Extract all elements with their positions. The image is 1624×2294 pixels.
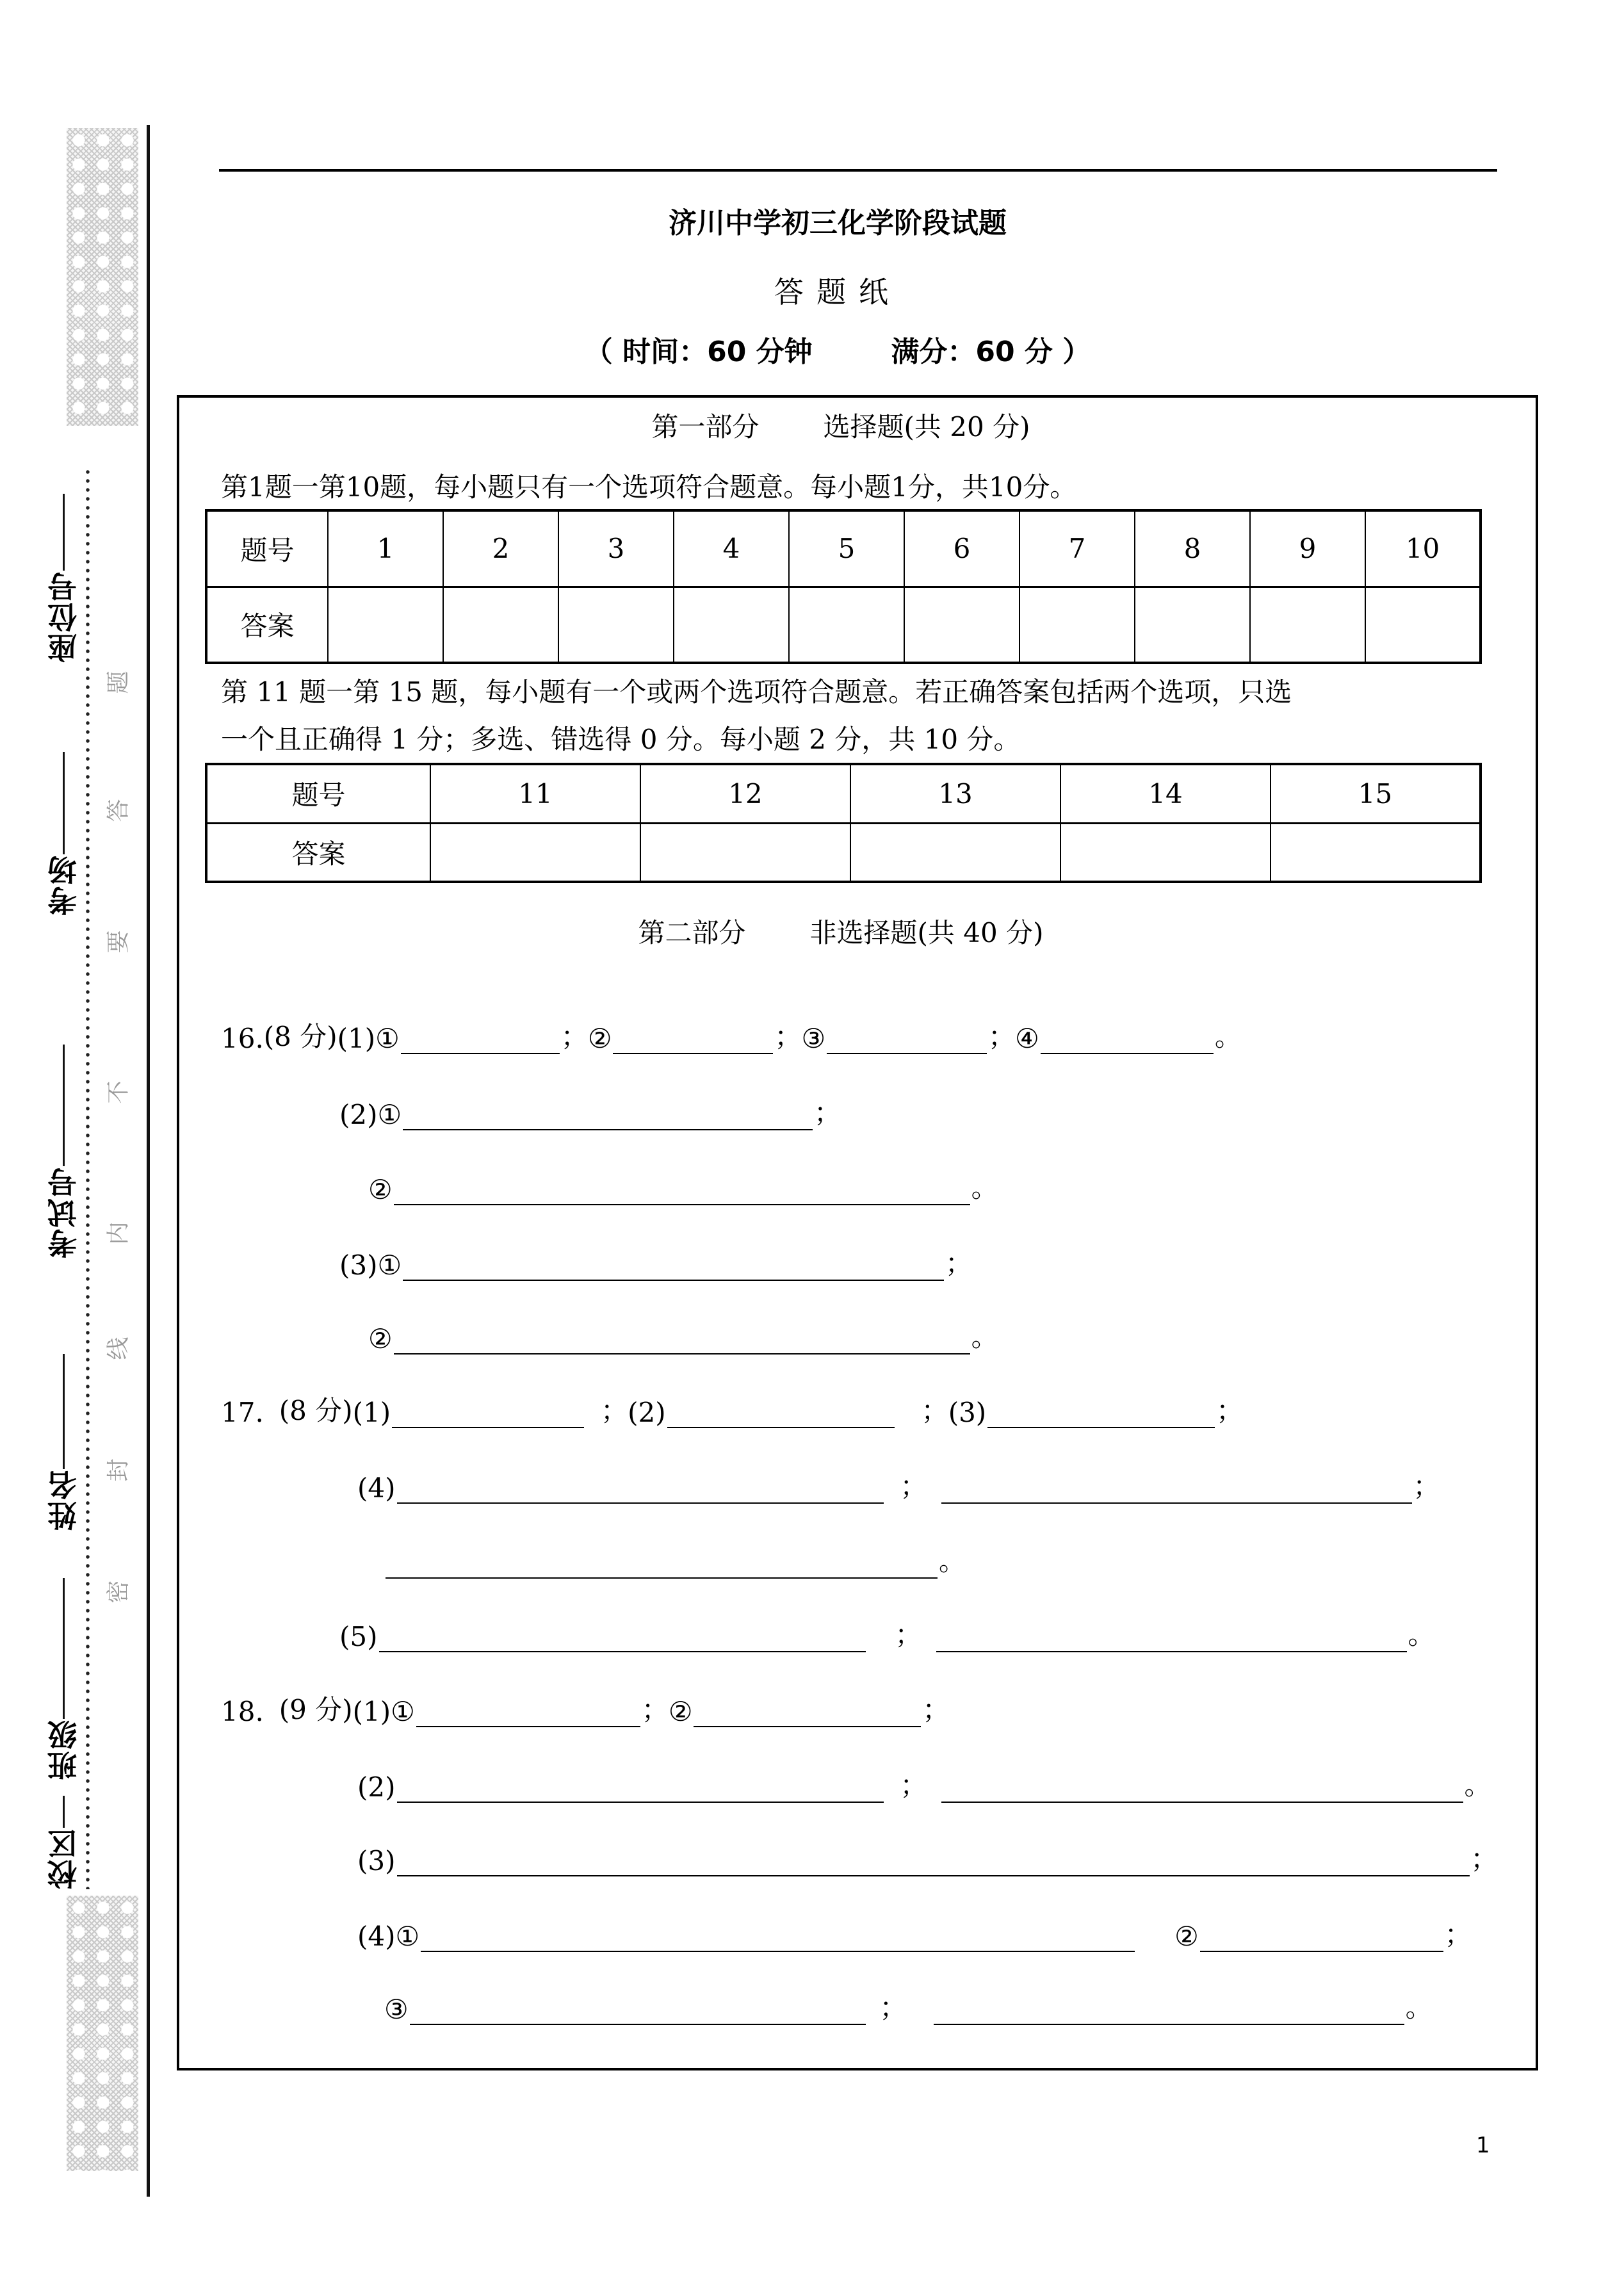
- part1-heading: [0, 406, 1624, 444]
- answer-cell[interactable]: [1060, 823, 1271, 882]
- question-number: 13: [850, 764, 1060, 823]
- answer-cell[interactable]: [850, 823, 1060, 882]
- question-number: 15: [1271, 764, 1481, 823]
- q18-line-3: [357, 1838, 1498, 1876]
- q17-sub1-label: (1): [352, 1397, 391, 1428]
- circled-1: ①: [377, 1249, 402, 1281]
- seal-char: 封: [105, 1458, 132, 1482]
- semicolon: ；: [1413, 1470, 1440, 1502]
- question-number: 9: [1250, 510, 1365, 587]
- full-score: 满分：60 分 ）: [891, 336, 1091, 368]
- q17-number: 17.: [221, 1397, 264, 1428]
- circled-2: ②: [368, 1323, 393, 1354]
- question-number: 4: [674, 510, 789, 587]
- semicolon: ；: [895, 1619, 922, 1650]
- answer-cell[interactable]: [558, 587, 674, 663]
- q17-5-blank-b[interactable]: [936, 1623, 1407, 1652]
- period: 。: [1214, 1021, 1242, 1052]
- answer-row: [206, 587, 1481, 663]
- q18-line-1: [221, 1689, 950, 1727]
- seal-char: 答: [105, 799, 132, 822]
- question-number: 7: [1019, 510, 1135, 587]
- q17-5-blank-a[interactable]: [379, 1623, 866, 1652]
- question-number: 12: [640, 764, 850, 823]
- part2-heading: [0, 912, 1624, 950]
- question-number: 3: [558, 510, 674, 587]
- part1-heading-right: 选择题(共 20 分): [823, 411, 1030, 443]
- seal-char: 密: [105, 1580, 132, 1604]
- q16-sub2-label: (2): [339, 1099, 378, 1130]
- exam-room-label: 考场: [47, 854, 81, 916]
- period: 。: [939, 1545, 966, 1577]
- question-number: 14: [1060, 764, 1271, 823]
- circled-4: ④: [1015, 1023, 1039, 1054]
- q16-2-1-blank[interactable]: [403, 1101, 813, 1130]
- q18-2-blank-a[interactable]: [397, 1773, 884, 1803]
- class-field[interactable]: [45, 1537, 83, 1780]
- semicolon: ；: [641, 1694, 669, 1725]
- q17-score: (8 分): [279, 1395, 353, 1426]
- period: 。: [1405, 1992, 1433, 2023]
- q17-4-blank-a[interactable]: [397, 1474, 884, 1504]
- seat-number-label: 座位号: [47, 571, 81, 663]
- semicolon: ；: [900, 1769, 927, 1801]
- time-limit: （ 时间：60 分钟: [584, 336, 813, 368]
- answer-cell[interactable]: [443, 587, 558, 663]
- q16-1-1-blank[interactable]: [401, 1025, 560, 1054]
- answer-cell[interactable]: [904, 587, 1019, 663]
- circled-3: ③: [384, 1994, 409, 2025]
- answer-table-11-15: [205, 763, 1482, 883]
- q16-sub1-label: (1): [337, 1023, 376, 1054]
- q16-score: (8 分): [263, 1021, 337, 1052]
- answer-cell[interactable]: [1019, 587, 1135, 663]
- question-number: 5: [789, 510, 904, 587]
- circled-1: ①: [375, 1023, 400, 1054]
- seal-char: 内: [105, 1221, 132, 1245]
- q18-1-2-blank[interactable]: [694, 1698, 921, 1727]
- semicolon: ；: [879, 1992, 907, 2023]
- q17-4-blank-c[interactable]: [386, 1549, 938, 1579]
- q16-line-2: [339, 1092, 841, 1130]
- q17-line-2: [357, 1465, 1440, 1504]
- name-field[interactable]: [45, 1287, 83, 1531]
- q18-sub3-label: (3): [357, 1845, 396, 1876]
- q16-line-1: [221, 1016, 1242, 1054]
- name-label: 姓名: [47, 1469, 81, 1531]
- campus-label: 校区: [47, 1828, 81, 1889]
- q17-line-1: [221, 1390, 1243, 1428]
- exam-meta: [0, 329, 1624, 370]
- q17-sub4-label: (4): [357, 1472, 396, 1504]
- row-label: 答案: [206, 587, 328, 663]
- semicolon: ；: [1470, 1843, 1498, 1875]
- q17-2-blank[interactable]: [667, 1399, 895, 1428]
- period: 。: [1464, 1769, 1491, 1801]
- exam-number-label: 考试号: [47, 1166, 81, 1258]
- q18-4-2-blank[interactable]: [1200, 1923, 1443, 1952]
- period: 。: [1408, 1619, 1435, 1650]
- q16-line-5: [368, 1316, 998, 1354]
- question-number: 10: [1365, 510, 1481, 587]
- q16-3-2-blank[interactable]: [394, 1325, 970, 1354]
- semicolon: ；: [1216, 1395, 1244, 1426]
- seal-dotted-line: [86, 468, 90, 1889]
- q17-sub3-label: (3): [948, 1397, 987, 1428]
- q18-4-1-blank[interactable]: [421, 1923, 1135, 1952]
- q18-4-3-blank-b[interactable]: [934, 1996, 1404, 2025]
- answer-cell[interactable]: [1135, 587, 1250, 663]
- seal-char: 不: [105, 1080, 132, 1104]
- q17-line-3: [384, 1540, 966, 1579]
- exam-title: 济川中学初三化学阶段试题: [669, 207, 1007, 240]
- circled-1: ①: [391, 1696, 415, 1727]
- seal-char: 要: [105, 930, 132, 954]
- q17-sub5-label: (5): [339, 1621, 378, 1652]
- q16-3-1-blank[interactable]: [403, 1251, 944, 1281]
- q16-line-4: [339, 1242, 972, 1281]
- answer-table-1-10: [205, 509, 1482, 664]
- q18-2-blank-b[interactable]: [941, 1773, 1463, 1803]
- q18-line-2: [357, 1764, 1491, 1803]
- q18-sub2-label: (2): [357, 1771, 396, 1803]
- circled-3: ③: [801, 1023, 826, 1054]
- semicolon: ；: [774, 1021, 802, 1052]
- seat-number-field[interactable]: [45, 471, 83, 663]
- answer-cell[interactable]: [1250, 587, 1365, 663]
- semicolon: ；: [1444, 1919, 1472, 1950]
- part1-instruction-1: 第1题一第10题，每小题只有一个选项符合题意。每小题1分，共10分。: [221, 471, 1077, 503]
- exam-room-field[interactable]: [45, 711, 83, 916]
- q18-1-1-blank[interactable]: [416, 1698, 640, 1727]
- circled-2: ②: [368, 1174, 393, 1205]
- q16-line-3: [368, 1167, 998, 1205]
- semicolon: ；: [922, 1694, 950, 1725]
- row-label: 答案: [206, 823, 430, 882]
- q16-1-3-blank[interactable]: [827, 1025, 987, 1054]
- answer-cell[interactable]: [1365, 587, 1481, 663]
- question-number: 11: [430, 764, 640, 823]
- question-number: 6: [904, 510, 1019, 587]
- q17-4-blank-b[interactable]: [941, 1474, 1412, 1504]
- header-rule: [219, 169, 1497, 172]
- answer-cell[interactable]: [430, 823, 640, 882]
- binding-pattern-bottom: [67, 1896, 138, 2171]
- semicolon: ；: [921, 1395, 948, 1426]
- question-number-row: [206, 764, 1481, 823]
- part2-heading-right: 非选择题(共 40 分): [809, 917, 1044, 948]
- q17-sub2-label: (2): [628, 1397, 666, 1428]
- q18-sub4-label: (4): [357, 1921, 396, 1952]
- semicolon: ；: [560, 1021, 588, 1052]
- q16-1-4-blank[interactable]: [1041, 1025, 1214, 1054]
- q18-score: (9 分): [279, 1694, 353, 1725]
- circled-2: ②: [1174, 1921, 1199, 1952]
- q17-3-blank[interactable]: [987, 1399, 1215, 1428]
- exam-number-field[interactable]: [45, 989, 83, 1258]
- row-label: 题号: [206, 764, 430, 823]
- q18-sub1-label: (1): [352, 1696, 391, 1727]
- seal-char: 线: [105, 1337, 132, 1360]
- class-label: 班级: [47, 1719, 81, 1780]
- q18-line-4: [357, 1914, 1472, 1952]
- q16-sub3-label: (3): [339, 1249, 378, 1281]
- semicolon: ；: [900, 1470, 927, 1502]
- q16-1-2-blank[interactable]: [613, 1025, 773, 1054]
- campus-field[interactable]: [45, 1787, 83, 1889]
- semicolon: ；: [945, 1248, 973, 1279]
- row-label: 题号: [206, 510, 328, 587]
- circled-1: ①: [395, 1921, 420, 1952]
- period: 。: [971, 1172, 998, 1203]
- question-number: 2: [443, 510, 558, 587]
- q17-1-blank[interactable]: [392, 1399, 584, 1428]
- semicolon: ；: [814, 1097, 841, 1128]
- answer-sheet-subtitle: 答题纸: [774, 275, 901, 309]
- instruction-2-line-1: 第 11 题一第 15 题，每小题有一个或两个选项符合题意。若正确答案包括两个选项，只选: [221, 676, 1292, 708]
- question-number: 1: [328, 510, 443, 587]
- page-number: 1: [1476, 2133, 1490, 2158]
- semicolon: ；: [601, 1395, 628, 1426]
- answer-cell[interactable]: [674, 587, 789, 663]
- period: 。: [971, 1321, 998, 1353]
- part1-heading-left: 第一部分: [651, 411, 759, 443]
- q18-4-3-blank-a[interactable]: [410, 1996, 866, 2025]
- answer-cell[interactable]: [1271, 823, 1481, 882]
- answer-row: [206, 823, 1481, 882]
- q18-3-blank[interactable]: [397, 1847, 1470, 1876]
- q18-number: 18.: [221, 1696, 264, 1727]
- answer-cell[interactable]: [789, 587, 904, 663]
- seal-char: 题: [105, 671, 132, 694]
- question-number-row: [206, 510, 1481, 587]
- semicolon: ；: [988, 1021, 1016, 1052]
- circled-1: ①: [377, 1099, 402, 1130]
- q16-2-2-blank[interactable]: [394, 1176, 970, 1205]
- instruction-2-line-2: 一个且正确得 1 分；多选、错选得 0 分。每小题 2 分，共 10 分。: [221, 724, 1021, 755]
- circled-2: ②: [587, 1023, 612, 1054]
- circled-2: ②: [668, 1696, 693, 1727]
- question-number: 8: [1135, 510, 1250, 587]
- q17-line-4: [339, 1614, 1435, 1652]
- answer-cell[interactable]: [328, 587, 443, 663]
- q16-number: 16.: [221, 1023, 264, 1054]
- part1-instruction-2: [221, 669, 1292, 763]
- answer-cell[interactable]: [640, 823, 850, 882]
- q18-line-5: [384, 1987, 1433, 2025]
- part2-heading-left: 第二部分: [638, 917, 746, 948]
